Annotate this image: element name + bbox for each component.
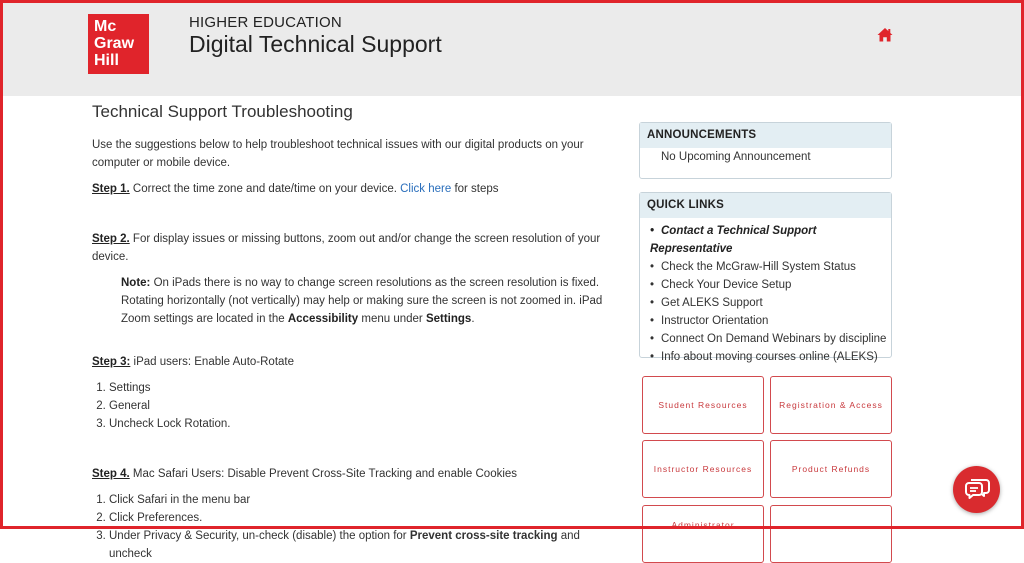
list-item: 1. Click Safari in the menu bar [109, 491, 617, 509]
main-content [92, 100, 617, 560]
product-refunds-button[interactable]: Product Refunds [770, 440, 892, 498]
announcement-text: No Upcoming Announcement [661, 151, 811, 163]
quick-link-moving-courses[interactable]: • Info about moving courses online (ALEKS) [650, 348, 891, 366]
quick-link-device-setup[interactable]: • Check Your Device Setup [650, 276, 891, 294]
announcements-heading: ANNOUNCEMENTS [640, 123, 891, 148]
header-title: Digital Technical Support [189, 31, 442, 57]
site-header [3, 3, 1021, 96]
quick-link-contact-support[interactable]: • Contact a Technical Support Representative [650, 222, 891, 258]
step-3: Step 3: iPad users: Enable Auto-Rotate [92, 356, 294, 368]
student-resources-button[interactable]: Student Resources [642, 376, 764, 434]
quick-links-panel [639, 192, 892, 363]
quick-link-system-status[interactable]: • Check the McGraw-Hill System Status [650, 258, 891, 276]
quick-link-instructor-orientation[interactable]: • Instructor Orientation [650, 312, 891, 330]
quick-links-list [640, 218, 891, 366]
quick-link-webinars[interactable]: • Connect On Demand Webinars by discipline [650, 330, 891, 348]
click-here-link[interactable]: Click here [400, 183, 452, 195]
step-3-list [92, 379, 617, 433]
chat-button[interactable] [953, 466, 1000, 513]
step-4-label: Step 4. [92, 468, 130, 480]
list-item: 2. Click Preferences. [109, 509, 617, 527]
home-icon[interactable] [877, 27, 893, 43]
chat-icon [964, 478, 990, 502]
intro-text: Use the suggestions below to help troubleshoot technical issues with our digital products on your computer or mobile device. [92, 139, 584, 169]
mcgraw-hill-logo[interactable]: Mc Graw Hill [88, 14, 149, 74]
list-item: 3. Under Privacy & Security, un-check (disable) the option for Prevent cross-site tracking and uncheck [109, 527, 617, 563]
list-item: 3. Uncheck Lock Rotation. [109, 415, 617, 433]
list-item: 1. Settings [109, 379, 617, 397]
page-title: Technical Support Troubleshooting [92, 102, 353, 121]
quick-links-heading: QUICK LINKS [640, 193, 891, 218]
step-1-label: Step 1. [92, 183, 130, 195]
administrator-button[interactable]: Administrator [642, 505, 764, 563]
step-1: Step 1. Correct the time zone and date/time on your device. Click here for steps [92, 183, 499, 195]
step-4-list [92, 491, 617, 563]
step-2-label: Step 2. [92, 233, 130, 245]
ipad-note: Note: On iPads there is no way to change screen resolutions as the screen resolution is fixed. Rotating horizontally (not vertically) may help or making sure the screen is not zoomed in. iPad Zoom settings are located in the Accessibility menu under Settings. [121, 277, 603, 325]
instructor-resources-button[interactable]: Instructor Resources [642, 440, 764, 498]
header-subtitle: HIGHER EDUCATION [189, 14, 342, 31]
step-4: Step 4. Mac Safari Users: Disable Prevent Cross-Site Tracking and enable Cookies [92, 468, 518, 480]
quick-link-aleks-support[interactable]: • Get ALEKS Support [650, 294, 891, 312]
announcements-panel [639, 122, 892, 179]
list-item: 2. General [109, 397, 617, 415]
step-3-label: Step 3: [92, 356, 131, 368]
step-2: Step 2. For display issues or missing buttons, zoom out and/or change the screen resolution of your device. [92, 233, 601, 263]
resource-tile[interactable] [770, 505, 892, 563]
registration-access-button[interactable]: Registration & Access [770, 376, 892, 434]
